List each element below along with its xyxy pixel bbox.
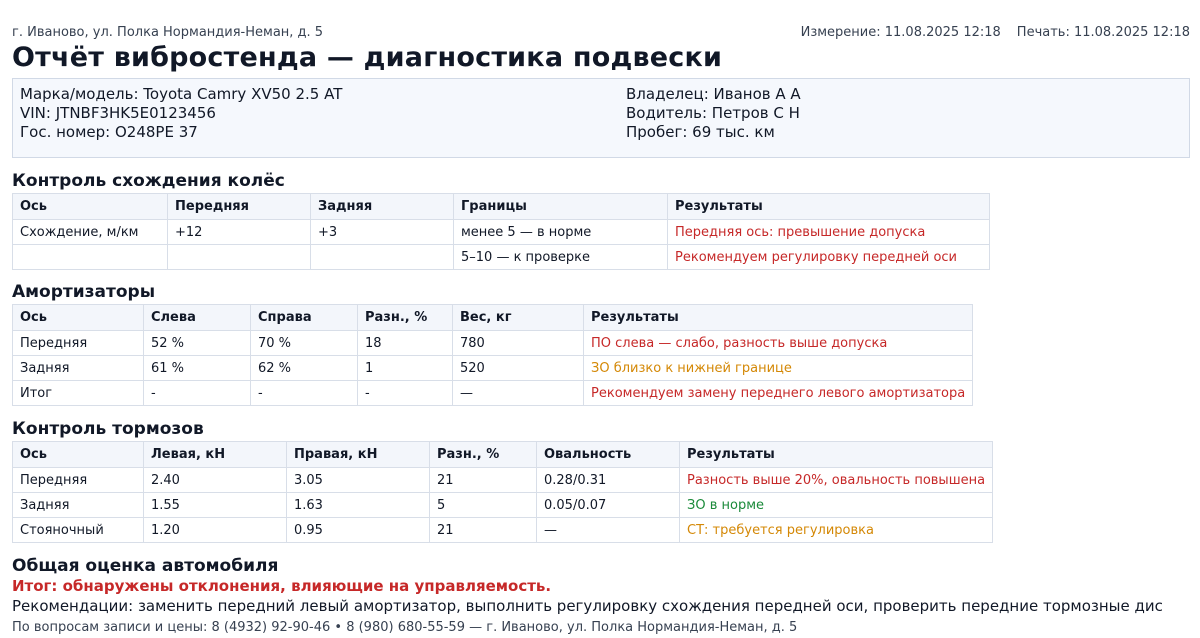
table-cell: - [144,381,251,406]
vehicle-owner: Владелец: Иванов А А [626,85,801,103]
table-cell: 0.05/0.07 [537,493,680,518]
result-cell: СТ: требуется регулировка [680,518,993,543]
page-title: Отчёт вибростенда — диагностика подвески [12,42,723,73]
vehicle-info-right [626,85,801,142]
column-header: Ось [13,194,168,220]
table-row [13,220,990,245]
table-row [13,518,993,543]
column-header: Правая, кН [287,442,430,468]
table-cell: 0.28/0.31 [537,468,680,493]
table-row [13,356,973,381]
service-address: г. Иваново, ул. Полка Нормандия-Неман, д. 5 [12,25,324,40]
shocks-section-title: Амортизаторы [12,282,156,302]
vehicle-vin: VIN: JTNBF3HK5E0123456 [20,104,216,122]
table-cell: - [251,381,358,406]
result-cell: Рекомендуем замену переднего левого амортизатора [584,381,973,406]
table-cell: 1.20 [144,518,287,543]
column-header: Левая, кН [144,442,287,468]
column-header: Передняя [168,194,311,220]
table-cell: 18 [358,331,453,356]
table-cell: 61 % [144,356,251,381]
column-header: Справа [251,305,358,331]
table-header-row [13,442,993,468]
report-topbar [12,25,1190,43]
table-cell: 0.95 [287,518,430,543]
column-header: Овальность [537,442,680,468]
table-cell: 21 [430,468,537,493]
column-header: Результаты [680,442,993,468]
vehicle-info-left [20,85,342,142]
table-row [13,331,973,356]
table-cell: 1.55 [144,493,287,518]
measurement-date: Измерение: 11.08.2025 12:18 [800,25,1001,40]
table-row [13,468,993,493]
vehicle-model: Марка/модель: Toyota Camry XV50 2.5 AT [20,85,343,103]
brakes-table [12,441,993,543]
table-cell: менее 5 — в норме [454,220,668,245]
table-cell: - [358,381,453,406]
table-cell: 62 % [251,356,358,381]
print-date: Печать: 11.08.2025 12:18 [1016,25,1190,40]
table-cell: 520 [453,356,584,381]
table-cell: — [537,518,680,543]
summary-section-title: Общая оценка автомобиля [12,556,279,576]
table-row [13,493,993,518]
result-cell: ЗО в норме [680,493,993,518]
table-cell: Задняя [13,493,144,518]
column-header: Результаты [584,305,973,331]
column-header: Ось [13,442,144,468]
table-cell: Схождение, м/км [13,220,168,245]
table-cell: 2.40 [144,468,287,493]
result-cell: Разность выше 20%, овальность повышена [680,468,993,493]
vehicle-mileage: Пробег: 69 тыс. км [626,123,775,141]
column-header: Вес, кг [453,305,584,331]
table-cell: 3.05 [287,468,430,493]
table-cell [13,245,168,270]
table-header-row [13,305,973,331]
shocks-table [12,304,973,406]
result-cell: ЗО близко к нижней границе [584,356,973,381]
table-cell: +12 [168,220,311,245]
table-cell: +3 [311,220,454,245]
table-cell [168,245,311,270]
table-cell: 52 % [144,331,251,356]
vehicle-driver: Водитель: Петров С Н [626,104,800,122]
table-cell: 21 [430,518,537,543]
vehicle-info-box [12,78,1190,158]
result-cell: Передняя ось: превышение допуска [668,220,990,245]
vehicle-plate: Гос. номер: О248РЕ 37 [20,123,198,141]
table-row [13,381,973,406]
table-cell: 5 [430,493,537,518]
summary-recommendations: Рекомендации: заменить передний левый амортизатор, выполнить регулировку схождения передней оси, проверить передние тормозные дис [12,597,1163,615]
table-cell: Передняя [13,468,144,493]
brakes-section-title: Контроль тормозов [12,419,204,439]
table-cell: Задняя [13,356,144,381]
table-cell: 780 [453,331,584,356]
table-cell: Итог [13,381,144,406]
table-cell: Стояночный [13,518,144,543]
result-cell: ПО слева — слабо, разность выше допуска [584,331,973,356]
column-header: Границы [454,194,668,220]
alignment-table [12,193,990,270]
summary-verdict: Итог: обнаружены отклонения, влияющие на управляемость. [12,577,552,595]
column-header: Разн., % [358,305,453,331]
table-row [13,245,990,270]
column-header: Результаты [668,194,990,220]
table-header-row [13,194,990,220]
result-cell: Рекомендуем регулировку передней оси [668,245,990,270]
alignment-section-title: Контроль схождения колёс [12,171,285,191]
table-cell: — [453,381,584,406]
column-header: Задняя [311,194,454,220]
table-cell: 1.63 [287,493,430,518]
column-header: Слева [144,305,251,331]
table-cell: Передняя [13,331,144,356]
report-dates [801,25,1190,40]
table-cell: 70 % [251,331,358,356]
table-cell: 1 [358,356,453,381]
column-header: Разн., % [430,442,537,468]
contact-footer: По вопросам записи и цены: 8 (4932) 92-90-46 • 8 (980) 680-55-59 — г. Иваново, ул. Полка Нормандия-Неман, д. 5 [12,620,798,635]
table-cell [311,245,454,270]
table-cell: 5–10 — к проверке [454,245,668,270]
column-header: Ось [13,305,144,331]
